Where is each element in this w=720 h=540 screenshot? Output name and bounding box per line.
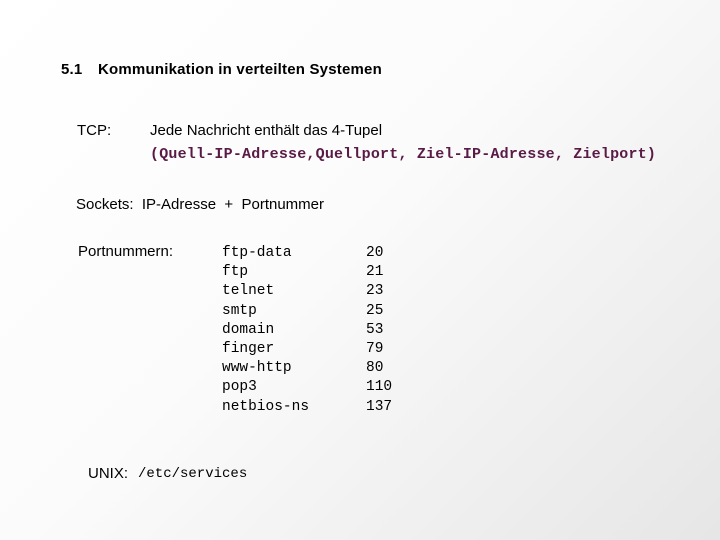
port-number: 21 bbox=[366, 264, 384, 281]
slide-title bbox=[61, 61, 382, 78]
port-number: 80 bbox=[366, 360, 384, 377]
tcp-description: Jede Nachricht enthält das 4-Tupel bbox=[150, 122, 383, 139]
service-name: domain bbox=[222, 321, 275, 338]
service-name: telnet bbox=[222, 283, 275, 300]
service-name: netbios-ns bbox=[222, 398, 310, 415]
port-number-list bbox=[366, 244, 392, 417]
service-list bbox=[222, 244, 309, 417]
section-title: Kommunikation in verteilten Systemen bbox=[98, 61, 382, 78]
service-name: ftp-data bbox=[222, 245, 292, 261]
port-number: 20 bbox=[366, 245, 384, 261]
service-name: ftp bbox=[222, 264, 249, 281]
port-number: 110 bbox=[366, 379, 393, 396]
unix-services-path: /etc/services bbox=[138, 466, 248, 482]
section-number: 5.1 bbox=[61, 61, 83, 78]
tcp-label: TCP: bbox=[77, 122, 112, 139]
sockets-definition: Sockets: IP-Adresse + Portnummer bbox=[76, 196, 325, 213]
port-number: 53 bbox=[366, 321, 384, 338]
service-name: pop3 bbox=[222, 379, 257, 396]
port-number: 23 bbox=[366, 283, 384, 300]
port-number: 137 bbox=[366, 398, 393, 415]
service-name: smtp bbox=[222, 302, 257, 319]
service-name: www-http bbox=[222, 360, 292, 377]
port-number: 25 bbox=[366, 302, 384, 319]
service-name: finger bbox=[222, 341, 275, 358]
unix-label: UNIX: bbox=[88, 465, 129, 482]
tcp-tuple: (Quell-IP-Adresse,Quellport, Ziel-IP-Adresse, Zielport) bbox=[150, 146, 657, 163]
port-number: 79 bbox=[366, 341, 384, 358]
port-numbers-label: Portnummern: bbox=[78, 243, 174, 260]
